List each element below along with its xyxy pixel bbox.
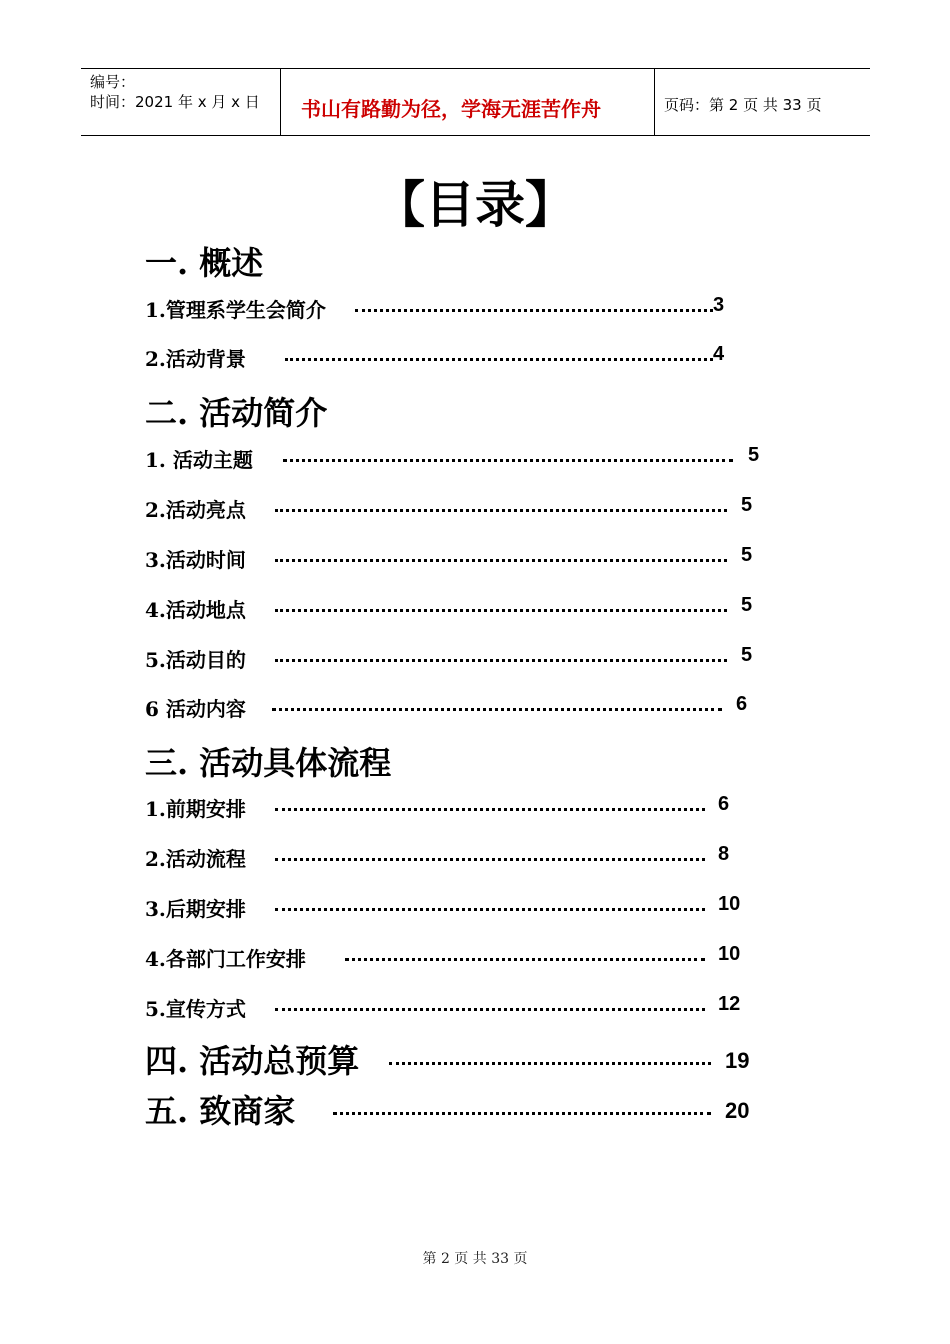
section-heading: 三. 活动具体流程 [145,744,392,782]
toc-entry[interactable] [145,843,755,873]
leader-dots [275,509,727,512]
toc-entry-page: 5 [741,644,753,666]
leader-dots [275,609,727,612]
toc-entry[interactable] [145,644,765,674]
toc-entry-page: 5 [741,594,753,616]
leader-dots [272,708,722,711]
toc-entry-label: 5.宣传方式 [145,997,246,1021]
number-label: 编号： [90,73,136,91]
toc-entry-page: 3 [713,294,725,316]
toc-entry-label: 4.各部门工作安排 [145,947,306,971]
section-heading: 四. 活动总预算 [145,1042,360,1080]
section-heading: 五. 致商家 [145,1092,296,1130]
page-info: 页码：第 2 页 共 33 页 [664,96,822,114]
toc-entry-page: 5 [748,444,760,466]
leader-dots [275,808,705,811]
toc-entry-label: 2.活动亮点 [145,498,246,522]
header-page-cell [655,69,870,135]
section-heading: 二. 活动简介 [145,394,328,432]
toc-entry-label: 1.管理系学生会简介 [145,298,326,322]
toc-entry[interactable] [145,544,765,574]
section-heading: 一. 概述 [145,244,264,282]
toc-entry-page: 6 [736,693,748,715]
toc-entry-label: 2.活动流程 [145,847,246,871]
section-entry[interactable] [145,1086,765,1130]
section-page: 19 [725,1048,750,1073]
time-label: 时间：2021 年 x 月 x 日 [90,93,260,111]
leader-dots [275,659,727,662]
toc-entry-page: 6 [718,793,730,815]
toc-title: 【目录】 [375,176,575,234]
toc-entry-page: 12 [718,993,741,1015]
leader-dots [283,459,733,462]
leader-dots [285,358,713,361]
leader-dots [389,1062,711,1065]
toc-entry[interactable] [145,494,765,524]
leader-dots [355,309,713,312]
header-motto-cell [281,69,655,135]
toc-entry-label: 5.活动目的 [145,648,246,672]
toc-entry[interactable] [145,444,765,474]
toc-entry-page: 8 [718,843,730,865]
section-entry[interactable] [145,1036,765,1080]
toc-entry[interactable] [145,693,765,723]
page-header [81,68,870,136]
toc-entry-page: 10 [718,943,741,965]
toc-entry-page: 5 [741,494,753,516]
toc-entry-label: 1.前期安排 [145,797,246,821]
toc-entry[interactable] [145,893,755,923]
toc-entry-label: 3.活动时间 [145,548,246,572]
toc-entry[interactable] [145,943,755,973]
leader-dots [345,958,705,961]
toc-entry[interactable] [145,594,765,624]
toc-entry[interactable] [145,343,725,373]
header-info-cell [81,69,281,135]
motto-text: 书山有路勤为径，学海无涯苦作舟 [301,97,601,121]
toc-entry[interactable] [145,294,725,324]
leader-dots [275,559,727,562]
page-footer: 第 2 页 共 33 页 [422,1251,528,1267]
leader-dots [333,1112,711,1115]
leader-dots [275,1008,705,1011]
toc-entry-page: 5 [741,544,753,566]
toc-entry-label: 3.后期安排 [145,897,246,921]
leader-dots [275,858,705,861]
toc-entry-page: 10 [718,893,741,915]
leader-dots [275,908,705,911]
toc-entry-page: 4 [713,343,725,365]
toc-entry-label: 6 活动内容 [145,697,246,721]
toc-entry[interactable] [145,793,755,823]
toc-entry-label: 1. 活动主题 [145,448,253,472]
toc-entry-label: 2.活动背景 [145,347,246,371]
toc-entry[interactable] [145,993,755,1023]
section-page: 20 [725,1098,750,1123]
toc-entry-label: 4.活动地点 [145,598,246,622]
